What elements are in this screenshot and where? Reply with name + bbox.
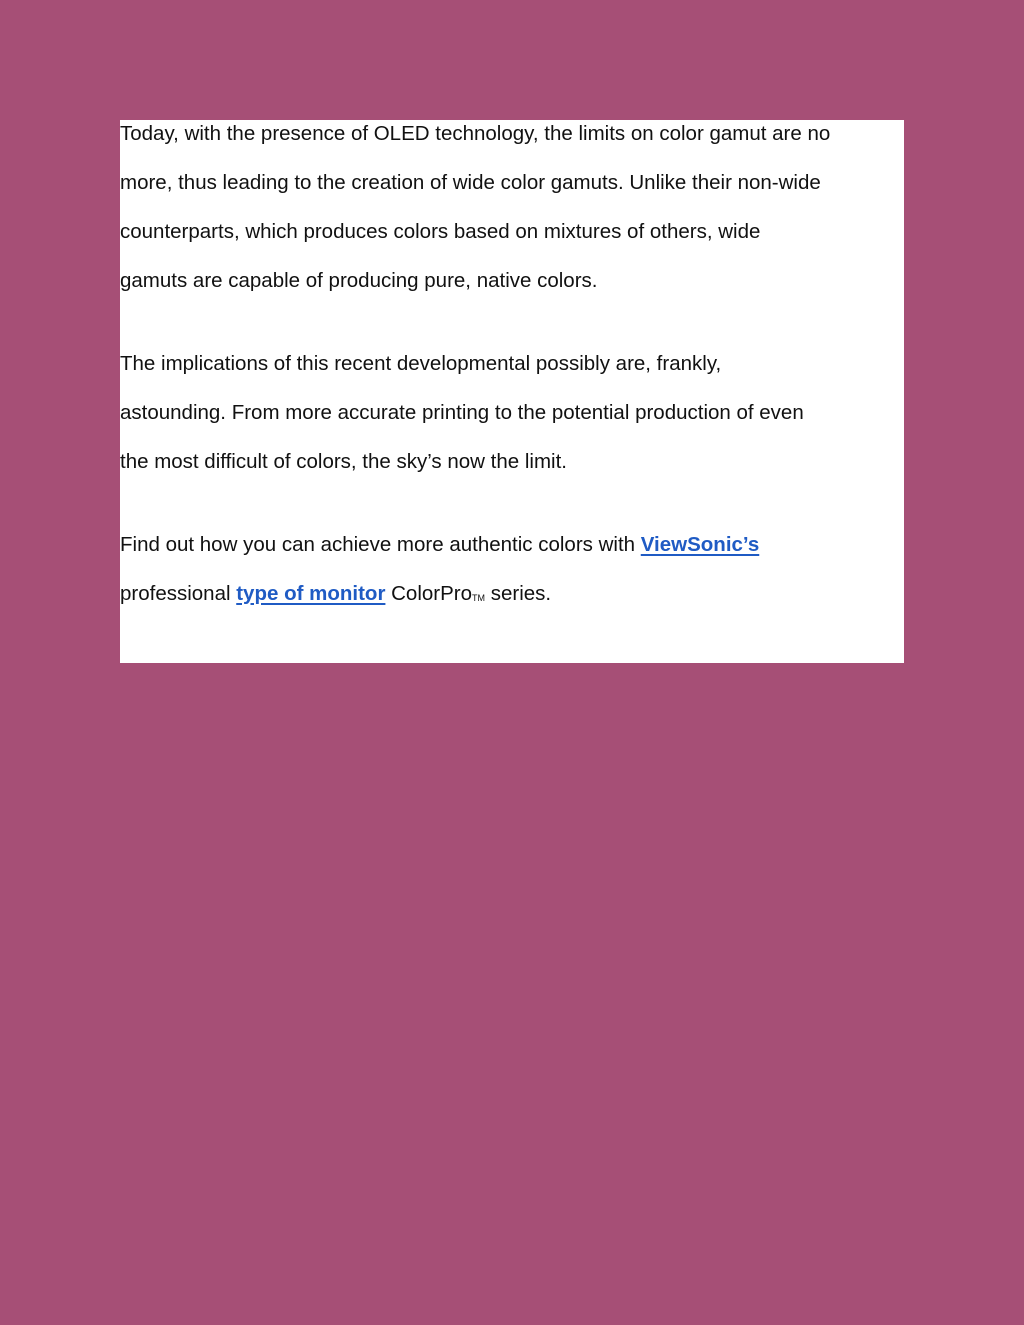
paragraph-2-line-2: astounding. From more accurate printing to the potential production of even (120, 401, 804, 424)
paragraph-1-line-4: gamuts are capable of producing pure, native colors. (120, 269, 598, 292)
article-text-box (120, 120, 904, 663)
paragraph-3-line-1 (120, 531, 759, 559)
paragraph-1-line-2: more, thus leading to the creation of wide color gamuts. Unlike their non-wide (120, 171, 821, 194)
paragraph-2-line-3: the most difficult of colors, the sky’s now the limit. (120, 450, 568, 473)
viewsonic-link[interactable]: ViewSonic’s (640, 533, 760, 556)
paragraph-1-line-3: counterparts, which produces colors based on mixtures of others, wide (120, 220, 761, 243)
paragraph-3-line-2 (120, 580, 551, 611)
series-text: series. (485, 582, 552, 605)
paragraph-2-line-1: The implications of this recent developmental possibly are, frankly, (120, 352, 722, 375)
trademark-symbol: TM (472, 593, 486, 603)
paragraph-1-line-1: Today, with the presence of OLED technology, the limits on color gamut are no (120, 122, 831, 145)
colorpro-brand-text: ColorPro (385, 582, 473, 605)
type-of-monitor-link[interactable]: type of monitor (236, 582, 386, 605)
paragraph-3-text: Find out how you can achieve more authentic colors with (120, 533, 641, 556)
professional-text: professional (120, 582, 237, 605)
